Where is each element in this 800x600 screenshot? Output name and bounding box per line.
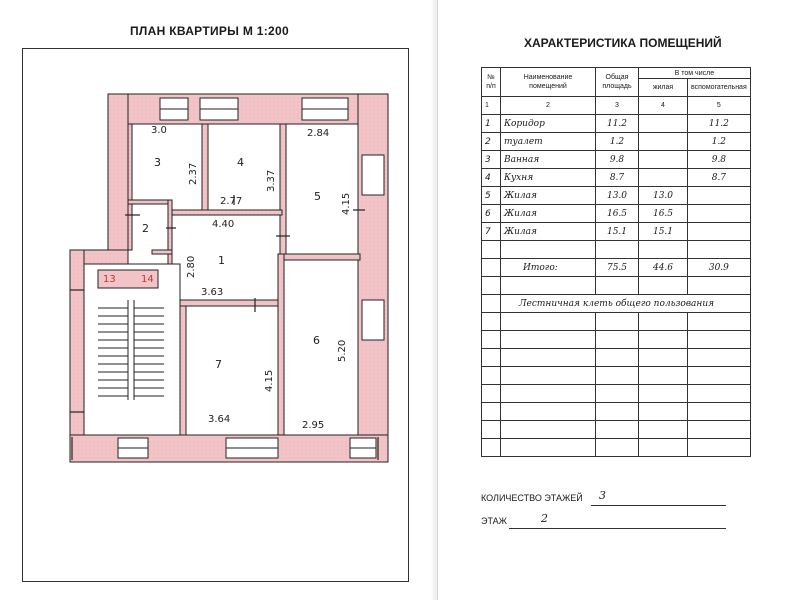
table-row [482,151,751,169]
row-total: 8.7 [596,169,639,187]
row-aux: 11.2 [688,115,751,133]
row-num: 1 [482,115,501,133]
note-row [482,295,751,313]
floor-label: ЭТАЖ [481,516,507,526]
table-row [482,403,751,421]
row-name: Жилая [501,187,596,205]
row-living: 13.0 [639,187,688,205]
table-row [482,331,751,349]
header-total: Общая площадь [596,68,639,97]
header-incl: В том числе [639,68,751,79]
stair-number: 13 [103,274,116,285]
row-name: Жилая [501,205,596,223]
row-name: туалет [501,133,596,151]
floors-underline [591,505,726,506]
row-name: Кухня [501,169,596,187]
row-num: 2 [482,133,501,151]
dimension-label: 5.20 [337,339,348,362]
row-num: 7 [482,223,501,241]
total-label: Итого: [501,259,596,277]
table-row [482,223,751,241]
row-aux: 9.8 [688,151,751,169]
table-header-row [482,68,751,79]
table-row [482,169,751,187]
dimension-label: 2.84 [307,128,330,139]
header-name: Наименование помещений [501,68,596,97]
row-name: Жилая [501,223,596,241]
dimension-label: 4.15 [341,192,352,215]
rooms-table [481,67,751,457]
row-living [639,133,688,151]
row-aux: 1.2 [688,133,751,151]
header-num: № п/п [482,68,501,97]
col-number: 5 [688,97,751,115]
row-num: 4 [482,169,501,187]
table-row [482,277,751,295]
staircase [84,264,180,435]
row-total: 15.1 [596,223,639,241]
row-living [639,151,688,169]
room-number: 3 [154,156,161,169]
col-number: 3 [596,97,639,115]
table-row [482,385,751,403]
row-aux [688,187,751,205]
row-aux [688,205,751,223]
dimension-label: 2.80 [186,255,197,278]
floors-count-row [481,489,741,509]
row-aux [688,223,751,241]
dimension-label: 2.77 [220,196,243,207]
row-name: Ванная [501,151,596,169]
dimension-label: 2.37 [188,162,199,185]
table-row [482,241,751,259]
col-number: 2 [501,97,596,115]
table-row [482,313,751,331]
column-number-row [482,97,751,115]
stair-number: 14 [141,274,154,285]
row-num: 6 [482,205,501,223]
floor-underline [509,528,726,529]
table-row [482,421,751,439]
floor-row [481,512,741,532]
total-living: 44.6 [639,259,688,277]
dimension-label: 2.95 [302,420,325,431]
table-row [482,133,751,151]
table-row [482,349,751,367]
row-num: 5 [482,187,501,205]
header-living: жилая [639,79,688,97]
floor-value: 2 [541,512,548,525]
header-aux: вспомогательная [688,79,751,97]
room-number: 1 [218,254,225,267]
col-number: 4 [639,97,688,115]
table-row [482,187,751,205]
table-row [482,115,751,133]
table-row [482,439,751,457]
row-aux: 8.7 [688,169,751,187]
dimension-label: 3.0 [151,125,167,136]
plan-title: ПЛАН КВАРТИРЫ М 1:200 [130,24,289,38]
dimension-label: 4.15 [264,369,275,392]
row-living: 16.5 [639,205,688,223]
row-total: 13.0 [596,187,639,205]
room-number: 4 [237,156,244,169]
row-living [639,169,688,187]
row-living [639,115,688,133]
total-row [482,259,751,277]
total-total: 75.5 [596,259,639,277]
col-number: 1 [482,97,501,115]
row-name: Коридор [501,115,596,133]
row-total: 1.2 [596,133,639,151]
room-number: 2 [142,222,149,235]
dimension-label: 3.64 [208,414,231,425]
row-total: 9.8 [596,151,639,169]
row-total: 11.2 [596,115,639,133]
table-row [482,205,751,223]
staircase-note: Лестничная клеть общего пользования [501,295,751,313]
floors-value: 3 [599,489,606,502]
dimension-label: 3.37 [266,169,277,192]
floors-label: КОЛИЧЕСТВО ЭТАЖЕЙ [481,493,583,503]
dimension-label: 4.40 [212,219,235,230]
row-num: 3 [482,151,501,169]
row-total: 16.5 [596,205,639,223]
room-number: 5 [314,190,321,203]
row-living: 15.1 [639,223,688,241]
table-row [482,367,751,385]
dimension-label: 3.63 [201,287,224,298]
characteristics-title: ХАРАКТЕРИСТИКА ПОМЕЩЕНИЙ [524,36,722,50]
total-aux: 30.9 [688,259,751,277]
room-number: 7 [215,358,222,371]
room-number: 6 [313,334,320,347]
